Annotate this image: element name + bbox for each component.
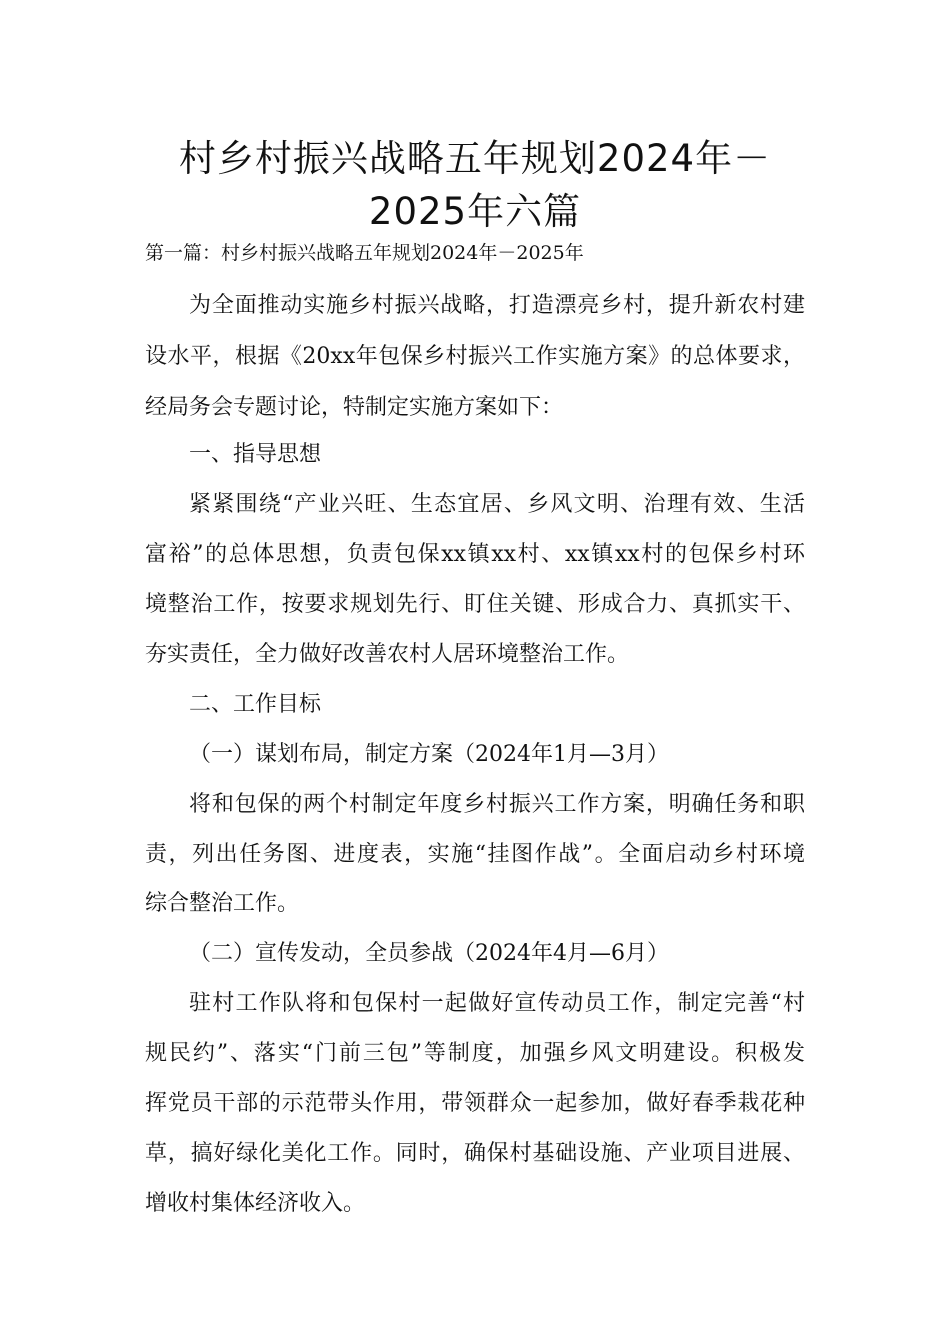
paragraph-line: 紧紧围绕“产业兴旺、生态宜居、乡风文明、治理有效、生活: [189, 492, 805, 517]
paragraph-line: 富裕”的总体思想，负责包保xx镇xx村、xx镇xx村的包保乡村环: [145, 542, 805, 567]
paragraph-line: 综合整治工作。: [145, 891, 300, 916]
paragraph-line: 境整治工作，按要求规划先行、盯住关键、形成合力、真抓实干、: [145, 592, 805, 617]
paragraph-line: 夯实责任，全力做好改善农村人居环境整治工作。: [145, 642, 630, 667]
paragraph-line: 草，搞好绿化美化工作。同时，确保村基础设施、产业项目进展、: [145, 1141, 805, 1166]
paragraph-line: 责，列出任务图、进度表，实施“挂图作战”。全面启动乡村环境: [145, 842, 805, 867]
paragraph-line: 增收村集体经济收入。: [145, 1191, 366, 1216]
paragraph-line: 经局务会专题讨论，特制定实施方案如下：: [145, 395, 564, 420]
section-heading: 一、指导思想: [189, 442, 322, 467]
paragraph-line: 驻村工作队将和包保村一起做好宣传动员工作，制定完善“村: [189, 991, 805, 1016]
document-title-line-1: 村乡村振兴战略五年规划2024年－: [178, 137, 772, 180]
sub-heading: （二）宣传发动，全员参战（2024年4月—6月）: [189, 941, 669, 966]
document-title-line-2: 2025年六篇: [368, 190, 582, 233]
sub-heading: （一）谋划布局，制定方案（2024年1月—3月）: [189, 742, 669, 767]
paragraph-line: 设水平，根据《20xx年包保乡村振兴工作实施方案》的总体要求，: [145, 344, 805, 369]
paragraph-line: 规民约”、落实“门前三包”等制度，加强乡风文明建设。积极发: [145, 1041, 805, 1066]
paragraph-line: 将和包保的两个村制定年度乡村振兴工作方案，明确任务和职: [189, 792, 805, 817]
paragraph-line: 为全面推动实施乡村振兴战略，打造漂亮乡村，提升新农村建: [189, 293, 805, 318]
section-subtitle: 第一篇：村乡村振兴战略五年规划2024年－2025年: [145, 242, 584, 264]
paragraph-line: 挥党员干部的示范带头作用，带领群众一起参加，做好春季栽花种: [145, 1091, 805, 1116]
section-heading: 二、工作目标: [189, 692, 322, 717]
